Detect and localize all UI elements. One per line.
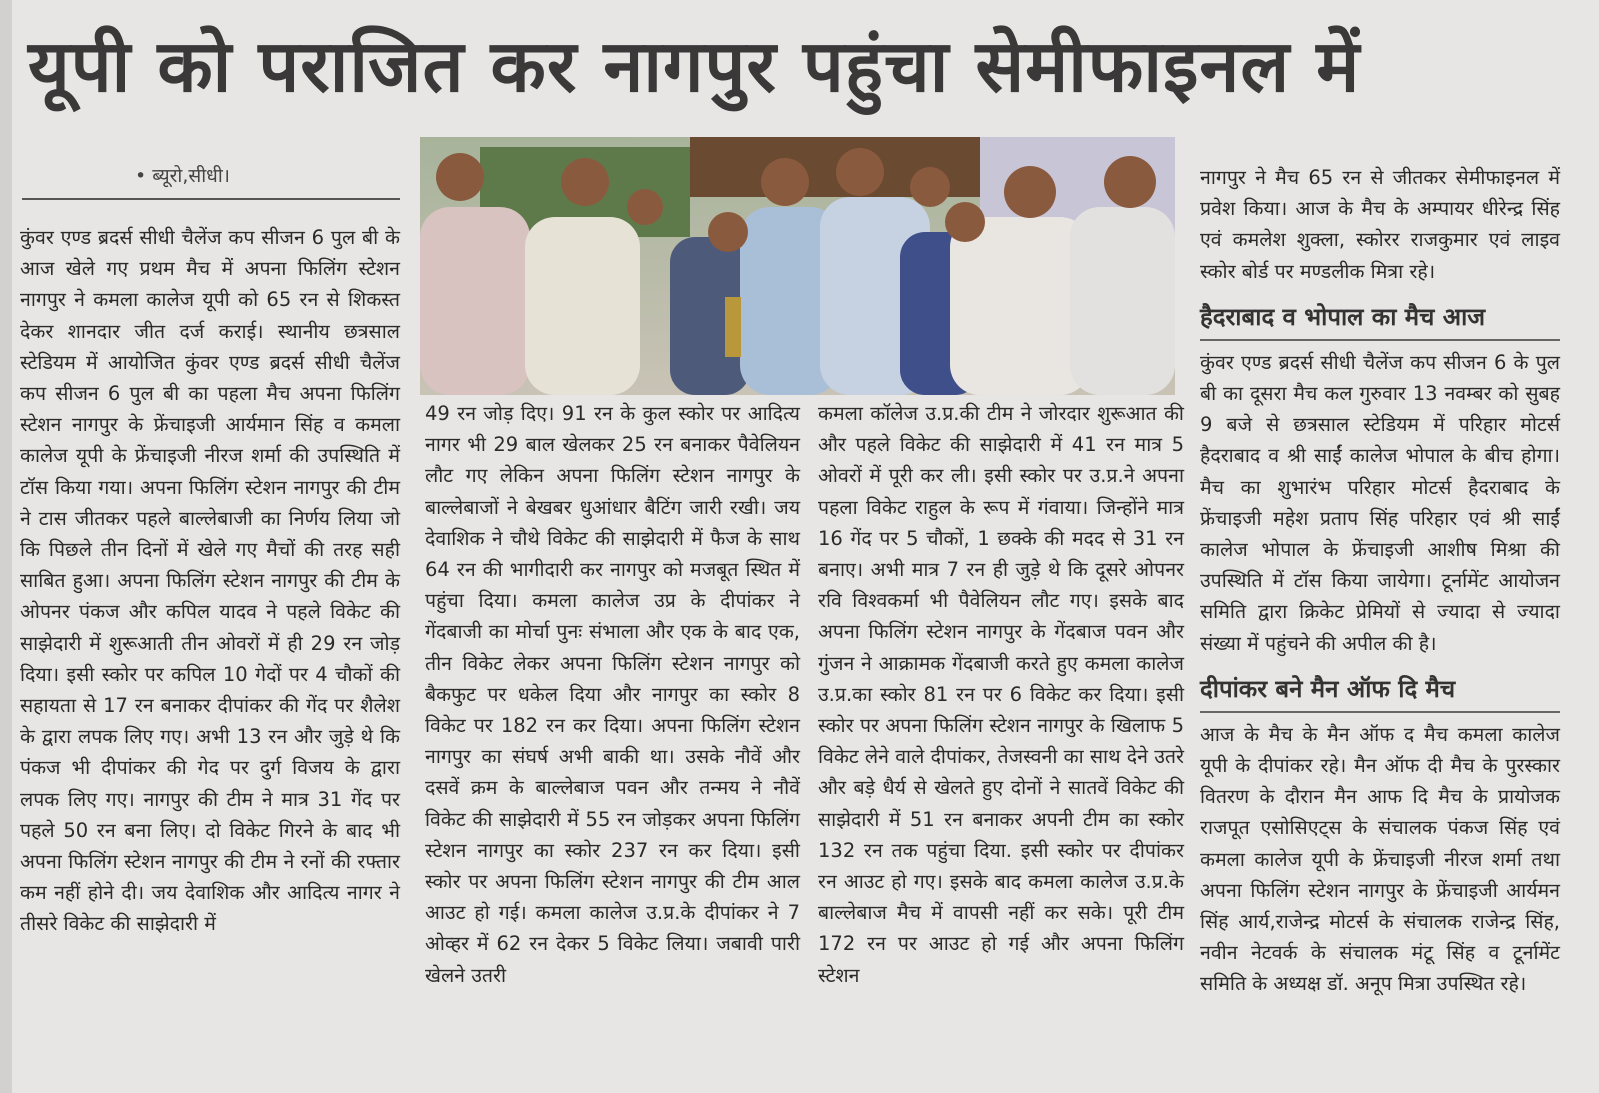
article-column-2: 49 रन जोड़ दिए। 91 रन के कुल स्कोर पर आदित्य नागर भी 29 बाल खेलकर 25 रन बनाकर पैवेलियन लौट गए लेकिन अपना फिलिंग स्टेशन नागपुर के बाल्लेबाजों ने बेखबर धुआंधार बैटिंग जारी रखी। जय देवाशिक ने चौथे विकेट की साझेदारी में फैज के साथ 64 रन की भागीदारी कर नागपुर को मजबूत स्थित में पहुंचा दिया। कमला कालेज उप्र के दीपांकर ने गेंदबाजी का मोर्चा पुनः संभाला और एक के बाद एक, तीन विकेट लेकर अपना फिलिंग स्टेशन नागपुर को बैकफुट पर धकेल दिया और नागपुर का स्कोर 8 विकेट पर 182 रन कर दिया। अपना फिलिंग स्टेशन नागपुर का संघर्ष अभी बाकी था। उसके नौवें और दसवें क्रम के बाल्लेबाज पवन और तन्मय ने नौवें विकेट की साझेदारी में 55 रन जोड़कर अपना फिलिंग स्टेशन नागपुर का स्कोर 237 रन कर दिया। इसी स्कोर पर अपना फिलिंग स्टेशन नागपुर की टीम आल आउट हो गई। कमला कालेज उ.प्र.के दीपांकर ने 7 ओव्हर में 62 रन देकर 5 विकेट लिया। जबावी पारी खेलने उतरी [425, 402, 800, 987]
subheading-hyderabad-bhopal: हैदराबाद व भोपाल का मैच आज [1200, 301, 1560, 341]
article-column-1: कुंवर एण्ड ब्रदर्स सीधी चैलेंज कप सीजन 6 पुल बी के आज खेले गए प्रथम मैच में अपना फिलिंग स्टेशन नागपुर ने कमला कालेज यूपी को 65 रन से शिकस्त देकर शानदार जीत दर्ज कराई। स्थानीय छत्रसाल स्टेडियम में आयोजित कुंवर एण्ड ब्रदर्स सीधी चैलेंज कप सीजन 6 पुल बी का पहला मैच अपना फिलिंग स्टेशन नागपुर के फ्रेंचाइजी आर्यमान सिंह व कमला कालेज यूपी के फ्रेंचाइजी नीरज शर्मा की उपस्थिति में टॉस किया गया। अपना फिलिंग स्टेशन नागपुर की टीम ने टास जीतकर पहले बाल्लेबाजी का निर्णय लिया जो कि पिछले तीन दिनों में खेले गए मैचों की तरह सही साबित हुआ। अपना फिलिंग स्टेशन नागपुर की टीम के ओपनर पंकज और कपिल यादव ने पहले विकेट की साझेदारी में शुरूआती तीन ओवरों में ही 29 रन जोड़ दिया। इसी स्कोर पर कपिल 10 गेदों पर 4 चौकों की सहायता से 17 रन बनाकर दीपांकर की गेंद पर शैलेश के द्वारा लपक लिए गए। अभी 13 रन और जुड़े थे कि पंकज भी दीपांकर की गेद पर दुर्ग विजय के द्वारा लपक लिए गए। नागपुर की टीम ने मात्र 31 गेंद पर पहले 50 रन बना लिए। दो विकेट गिरने के बाद भी अपना फिलिंग स्टेशन नागपुर की टीम ने रनों की रफ्तार कम नहीं होने दी। जय देवाशिक और आदित्य नागर ने तीसरे विकेट की साझेदारी में [20, 226, 400, 936]
photo-icon [420, 137, 1175, 395]
article-column-4 [1200, 162, 1560, 1000]
subheading-man-of-the-match: दीपांकर बने मैन ऑफ दि मैच [1200, 673, 1560, 713]
headline: यूपी को पराजित कर नागपुर पहुंचा सेमीफाइनल में [28, 24, 1361, 108]
byline: • ब्यूरो,सीधी। [135, 165, 230, 187]
photo-trophy-presentation [420, 137, 1175, 395]
page-edge [0, 0, 12, 1093]
section-hyderabad-bhopal-text: कुंवर एण्ड ब्रदर्स सीधी चैलेंज कप सीजन 6 के पुल बी का दूसरा मैच कल गुरुवार 13 नवम्बर को सुबह 9 बजे से छत्रसाल स्टेडियम में परिहार मोटर्स हैदराबाद व श्री साईं कालेज भोपाल के बीच होगा। मैच का शुभारंभ परिहार मोटर्स हैदराबाद के फ्रेंचाइजी महेश प्रताप सिंह परिहार एवं श्री साईं कालेज भोपाल के फ्रेंचाइजी आशीष मिश्रा की उपस्थिति में टॉस किया जायेगा। टूर्नामेंट आयोजन समिति द्वारा क्रिकेट प्रेमियों से ज्यादा से ज्यादा संख्या में पहुंचने की अपील की है। [1200, 350, 1560, 655]
divider [22, 198, 400, 200]
section-man-of-the-match-text: आज के मैच के मैन ऑफ द मैच कमला कालेज यूपी के दीपांकर रहे। मैन ऑफ दी मैच के पुरस्कार वितरण के दौरान मैन आफ दि मैच के प्रायोजक राजपूत एसोसिएट्स के संचालक पंकज सिंह एवं कमला कालेज यूपी के फ्रेंचाइजी नीरज शर्मा तथा अपना फिलिंग स्टेशन नागपुर के फ्रेंचाइजी आर्यमन सिंह आर्य,राजेन्द्र मोटर्स के संचालक राजेन्द्र सिंह, नवीन नेटवर्क के संचालक मंटू सिंह व टूर्नामेंट समिति के अध्यक्ष डॉ. अनूप मित्रा उपस्थित रहे। [1200, 722, 1560, 996]
article-conclusion: नागपुर ने मैच 65 रन से जीतकर सेमीफाइनल में प्रवेश किया। आज के मैच के अम्पायर धीरेन्द्र सिंह एवं कमलेश शुक्ला, स्कोरर राजकुमार एवं लाइव स्कोर बोर्ड पर मण्डलीक मित्रा रहे। [1200, 166, 1560, 283]
article-column-3: कमला कॉलेज उ.प्र.की टीम ने जोरदार शुरूआत की और पहले विकेट की साझेदारी में 41 रन मात्र 5 ओवरों में पूरी कर ली। इसी स्कोर पर उ.प्र.ने अपना पहला विकेट राहुल के रूप में गंवाया। जिन्होंने मात्र 16 गेंद पर 5 चौकों, 1 छक्के की मदद से 31 रन बनाए। अभी मात्र 7 रन ही जुड़े थे कि दूसरे ओपनर रवि विश्वकर्मा भी पैवेलियन लौट गए। इसके बाद अपना फिलिंग स्टेशन नागपुर के गेंदबाज पवन और गुंजन ने आक्रामक गेंदबाजी करते हुए कमला कालेज उ.प्र.का स्कोर 81 रन पर 6 विकेट कर दिया। इसी स्कोर पर अपना फिलिंग स्टेशन नागपुर के खिलाफ 5 विकेट लेने वाले दीपांकर, तेजस्वनी का साथ देने उतरे और बड़े धैर्य से खेलते हुए दोनों ने सातवें विकेट की साझेदारी में 51 रन बनाकर अपनी टीम का स्कोर 132 रन तक पहुंचा दिया. इसी स्कोर पर दीपांकर रन आउट हो गए। इसके बाद कमला कालेज उ.प्र.के बाल्लेबाज मैच में वापसी नहीं कर सके। पूरी टीम 172 रन पर आउट हो गई और अपना फिलिंग स्टेशन [818, 402, 1184, 987]
